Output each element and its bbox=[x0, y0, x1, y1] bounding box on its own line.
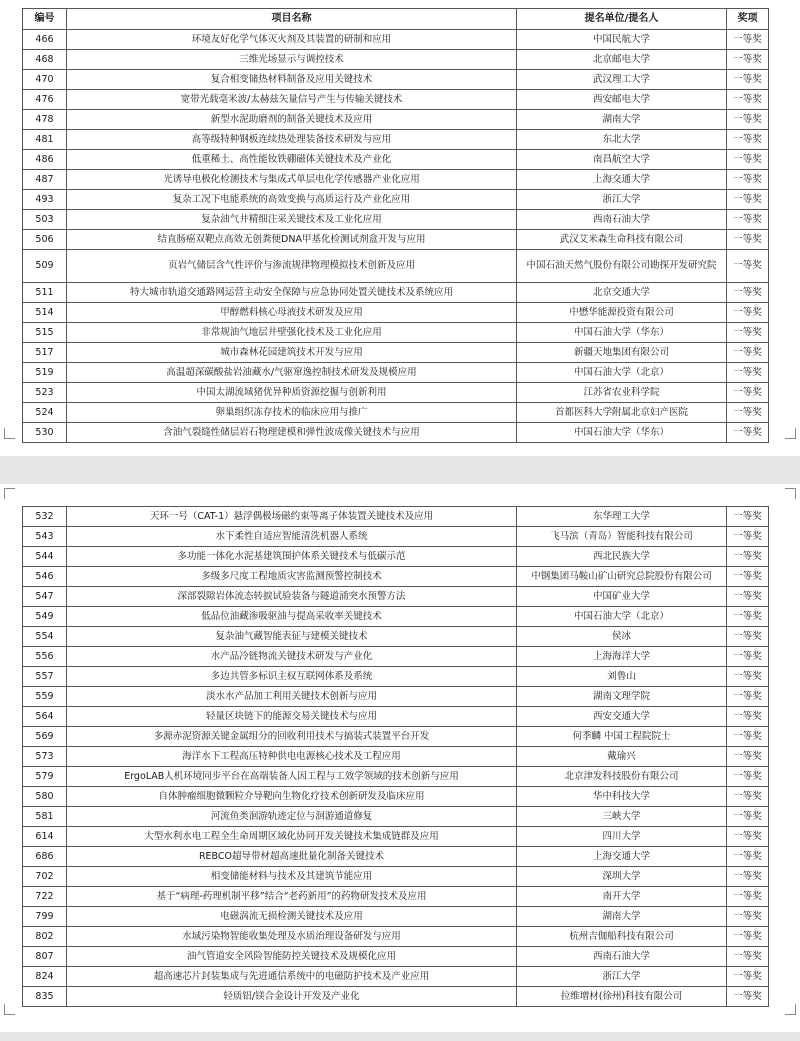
cell-nominator: 中国石油大学（华东） bbox=[517, 423, 727, 443]
header-nominator: 提名单位/提名人 bbox=[517, 9, 727, 30]
cell-project-name: 大型水利水电工程全生命周期区域化协同开发关键技术集成链群及应用 bbox=[67, 827, 517, 847]
table-row bbox=[23, 727, 769, 747]
cell-project-name: 多功能一体化水泥基建筑围护体系关键技术与低碳示范 bbox=[67, 547, 517, 567]
cell-award: 一等奖 bbox=[727, 423, 769, 443]
cell-award: 一等奖 bbox=[727, 967, 769, 987]
cell-award: 一等奖 bbox=[727, 807, 769, 827]
cell-no: 802 bbox=[23, 927, 67, 947]
header-project-name: 项目名称 bbox=[67, 9, 517, 30]
table-row bbox=[23, 787, 769, 807]
cell-award: 一等奖 bbox=[727, 927, 769, 947]
table-row bbox=[23, 343, 769, 363]
cell-project-name: 海洋水下工程高压特种供电电源核心技术及工程应用 bbox=[67, 747, 517, 767]
cell-award: 一等奖 bbox=[727, 707, 769, 727]
cell-no: 569 bbox=[23, 727, 67, 747]
cell-project-name: 基于“病理-药理机制平移”结合“老药新用”的药物研发技术及应用 bbox=[67, 887, 517, 907]
cell-project-name: 水域污染物智能收集处理及水质治理设备研发与应用 bbox=[67, 927, 517, 947]
table-row bbox=[23, 627, 769, 647]
table-row bbox=[23, 190, 769, 210]
award-table-page-1 bbox=[22, 8, 769, 443]
cell-award: 一等奖 bbox=[727, 363, 769, 383]
cell-no: 506 bbox=[23, 230, 67, 250]
table-row bbox=[23, 927, 769, 947]
cell-nominator: 南开大学 bbox=[517, 887, 727, 907]
cell-no: 544 bbox=[23, 547, 67, 567]
cell-nominator: 东北大学 bbox=[517, 130, 727, 150]
cell-no: 554 bbox=[23, 627, 67, 647]
cell-no: 515 bbox=[23, 323, 67, 343]
cell-no: 799 bbox=[23, 907, 67, 927]
cell-project-name: REBCO超导带材超高速批量化制备关键技术 bbox=[67, 847, 517, 867]
cell-project-name: 结直肠癌双靶点高效无创粪便DNA甲基化检测试剂盒开发与应用 bbox=[67, 230, 517, 250]
page-corner-mark bbox=[4, 1004, 15, 1015]
cell-project-name: 中国太湖流域猪优异种质资源挖掘与创新利用 bbox=[67, 383, 517, 403]
cell-no: 559 bbox=[23, 687, 67, 707]
cell-no: 614 bbox=[23, 827, 67, 847]
cell-nominator: 中国石油大学（华东） bbox=[517, 323, 727, 343]
cell-award: 一等奖 bbox=[727, 647, 769, 667]
table-row bbox=[23, 90, 769, 110]
cell-nominator: 湖南大学 bbox=[517, 110, 727, 130]
cell-award: 一等奖 bbox=[727, 587, 769, 607]
cell-award: 一等奖 bbox=[727, 827, 769, 847]
cell-no: 835 bbox=[23, 987, 67, 1007]
cell-nominator: 飞马滨（青岛）智能科技有限公司 bbox=[517, 527, 727, 547]
table-row bbox=[23, 403, 769, 423]
cell-nominator: 华中科技大学 bbox=[517, 787, 727, 807]
table-row bbox=[23, 423, 769, 443]
table-row bbox=[23, 527, 769, 547]
cell-nominator: 武汉理工大学 bbox=[517, 70, 727, 90]
cell-award: 一等奖 bbox=[727, 987, 769, 1007]
cell-no: 503 bbox=[23, 210, 67, 230]
cell-no: 556 bbox=[23, 647, 67, 667]
cell-no: 581 bbox=[23, 807, 67, 827]
cell-no: 466 bbox=[23, 30, 67, 50]
table-row bbox=[23, 867, 769, 887]
cell-no: 532 bbox=[23, 507, 67, 527]
cell-award: 一等奖 bbox=[727, 90, 769, 110]
cell-award: 一等奖 bbox=[727, 627, 769, 647]
cell-no: 543 bbox=[23, 527, 67, 547]
cell-nominator: 深圳大学 bbox=[517, 867, 727, 887]
cell-project-name: 城市森林花园建筑技术开发与应用 bbox=[67, 343, 517, 363]
cell-project-name: 低重稀土、高性能钕铁硼磁体关键技术及产业化 bbox=[67, 150, 517, 170]
table-row bbox=[23, 807, 769, 827]
cell-no: 476 bbox=[23, 90, 67, 110]
cell-nominator: 西南石油大学 bbox=[517, 947, 727, 967]
table-row bbox=[23, 323, 769, 343]
cell-award: 一等奖 bbox=[727, 210, 769, 230]
cell-project-name: 轻量区块链下的能源交易关键技术与应用 bbox=[67, 707, 517, 727]
cell-nominator: 中国石油大学（北京） bbox=[517, 607, 727, 627]
table-row bbox=[23, 887, 769, 907]
table-row bbox=[23, 967, 769, 987]
table-row bbox=[23, 303, 769, 323]
cell-no: 517 bbox=[23, 343, 67, 363]
cell-nominator: 中国民航大学 bbox=[517, 30, 727, 50]
cell-no: 549 bbox=[23, 607, 67, 627]
table-row bbox=[23, 847, 769, 867]
cell-nominator: 中国矿业大学 bbox=[517, 587, 727, 607]
cell-no: 702 bbox=[23, 867, 67, 887]
header-award: 奖项 bbox=[727, 9, 769, 30]
cell-project-name: 含油气裂缝性储层岩石物理建模和弹性波成像关键技术与应用 bbox=[67, 423, 517, 443]
cell-nominator: 拉维增材(徐州)科技有限公司 bbox=[517, 987, 727, 1007]
table-row bbox=[23, 110, 769, 130]
table-row bbox=[23, 687, 769, 707]
cell-project-name: 宽带光载毫米波/太赫兹矢量信号产生与传输关键技术 bbox=[67, 90, 517, 110]
cell-no: 564 bbox=[23, 707, 67, 727]
cell-no: 509 bbox=[23, 250, 67, 283]
table-row bbox=[23, 130, 769, 150]
cell-project-name: 水产品冷链物流关键技术研发与产业化 bbox=[67, 647, 517, 667]
cell-award: 一等奖 bbox=[727, 607, 769, 627]
cell-nominator: 西南石油大学 bbox=[517, 210, 727, 230]
cell-nominator: 中国石油大学（北京） bbox=[517, 363, 727, 383]
cell-project-name: 非常规油气地层井壁强化技术及工业化应用 bbox=[67, 323, 517, 343]
cell-project-name: 多边共管多标识主权互联网体系及系统 bbox=[67, 667, 517, 687]
table-row bbox=[23, 827, 769, 847]
table-row bbox=[23, 907, 769, 927]
cell-no: 573 bbox=[23, 747, 67, 767]
cell-award: 一等奖 bbox=[727, 283, 769, 303]
cell-nominator: 三峡大学 bbox=[517, 807, 727, 827]
cell-nominator: 江苏省农业科学院 bbox=[517, 383, 727, 403]
cell-nominator: 四川大学 bbox=[517, 827, 727, 847]
cell-award: 一等奖 bbox=[727, 727, 769, 747]
award-table-page-2 bbox=[22, 506, 769, 1007]
table-row bbox=[23, 767, 769, 787]
table-header-row bbox=[23, 9, 769, 30]
table-row bbox=[23, 707, 769, 727]
cell-nominator: 浙江大学 bbox=[517, 967, 727, 987]
cell-project-name: 页岩气储层含气性评价与渗流规律物理模拟技术创新及应用 bbox=[67, 250, 517, 283]
cell-project-name: 高温超深碳酸盐岩油藏水/气驱窜逸控制技术研发及规模应用 bbox=[67, 363, 517, 383]
page-separator bbox=[0, 1032, 800, 1041]
cell-nominator: 上海交通大学 bbox=[517, 847, 727, 867]
table-row bbox=[23, 987, 769, 1007]
cell-nominator: 中懋华能源投资有限公司 bbox=[517, 303, 727, 323]
cell-project-name: 复杂油气藏智能表征与建模关键技术 bbox=[67, 627, 517, 647]
table-row bbox=[23, 567, 769, 587]
table-row bbox=[23, 250, 769, 283]
cell-award: 一等奖 bbox=[727, 687, 769, 707]
cell-award: 一等奖 bbox=[727, 887, 769, 907]
cell-award: 一等奖 bbox=[727, 403, 769, 423]
cell-project-name: 光诱导电极化检测技术与集成式单层电化学传感器产业化应用 bbox=[67, 170, 517, 190]
cell-nominator: 湖南大学 bbox=[517, 907, 727, 927]
table-row bbox=[23, 50, 769, 70]
header-no: 编号 bbox=[23, 9, 67, 30]
cell-award: 一等奖 bbox=[727, 947, 769, 967]
cell-award: 一等奖 bbox=[727, 323, 769, 343]
cell-no: 686 bbox=[23, 847, 67, 867]
cell-award: 一等奖 bbox=[727, 507, 769, 527]
cell-nominator: 西北民族大学 bbox=[517, 547, 727, 567]
cell-project-name: ErgoLAB人机环境同步平台在高端装备人因工程与工效学领域的技术创新与应用 bbox=[67, 767, 517, 787]
cell-project-name: 多源赤泥资源关键金属组分的回收利用技术与搞装式装置平台开发 bbox=[67, 727, 517, 747]
table-row bbox=[23, 363, 769, 383]
cell-project-name: 多级多尺度工程地质灾害监测预警控制技术 bbox=[67, 567, 517, 587]
table-row bbox=[23, 150, 769, 170]
cell-project-name: 三维光场显示与调控技术 bbox=[67, 50, 517, 70]
cell-project-name: 深部裂隙岩体流态转捩试验装备与隧道涌突水预警方法 bbox=[67, 587, 517, 607]
cell-nominator: 中国石油天然气股份有限公司勘探开发研究院 bbox=[517, 250, 727, 283]
cell-nominator: 湖南文理学院 bbox=[517, 687, 727, 707]
page-corner-mark bbox=[4, 488, 15, 499]
cell-no: 468 bbox=[23, 50, 67, 70]
document-page-2 bbox=[0, 484, 800, 1032]
page-corner-mark bbox=[4, 428, 15, 439]
cell-award: 一等奖 bbox=[727, 70, 769, 90]
cell-no: 807 bbox=[23, 947, 67, 967]
cell-award: 一等奖 bbox=[727, 667, 769, 687]
cell-award: 一等奖 bbox=[727, 150, 769, 170]
cell-nominator: 戴瑜兴 bbox=[517, 747, 727, 767]
cell-nominator: 侯冰 bbox=[517, 627, 727, 647]
table-row bbox=[23, 507, 769, 527]
document-page-1 bbox=[0, 0, 800, 456]
cell-nominator: 杭州吉伽船科技有限公司 bbox=[517, 927, 727, 947]
cell-no: 546 bbox=[23, 567, 67, 587]
cell-no: 481 bbox=[23, 130, 67, 150]
cell-project-name: 特大城市轨道交通路网运营主动安全保障与应急协同处置关键技术及系统应用 bbox=[67, 283, 517, 303]
cell-project-name: 河流鱼类洄游轨迹定位与洄游通道修复 bbox=[67, 807, 517, 827]
table-row bbox=[23, 547, 769, 567]
cell-nominator: 上海海洋大学 bbox=[517, 647, 727, 667]
cell-project-name: 水下柔性自适应智能清洗机器人系统 bbox=[67, 527, 517, 547]
cell-project-name: 轻质铝/镁合金设计开发及产业化 bbox=[67, 987, 517, 1007]
cell-nominator: 浙江大学 bbox=[517, 190, 727, 210]
cell-nominator: 西安邮电大学 bbox=[517, 90, 727, 110]
table-row bbox=[23, 947, 769, 967]
cell-award: 一等奖 bbox=[727, 747, 769, 767]
cell-nominator: 西安交通大学 bbox=[517, 707, 727, 727]
cell-award: 一等奖 bbox=[727, 110, 769, 130]
cell-award: 一等奖 bbox=[727, 250, 769, 283]
cell-no: 519 bbox=[23, 363, 67, 383]
cell-nominator: 东华理工大学 bbox=[517, 507, 727, 527]
cell-award: 一等奖 bbox=[727, 343, 769, 363]
cell-no: 722 bbox=[23, 887, 67, 907]
cell-project-name: 油气管道安全风险智能防控关键技术及规模化应用 bbox=[67, 947, 517, 967]
cell-project-name: 新型水泥助磨剂的制备关键技术及应用 bbox=[67, 110, 517, 130]
cell-project-name: 环境友好化学气体灭火剂及其装置的研制和应用 bbox=[67, 30, 517, 50]
cell-no: 514 bbox=[23, 303, 67, 323]
cell-project-name: 甲醇燃料核心母液技术研发及应用 bbox=[67, 303, 517, 323]
table-row bbox=[23, 70, 769, 90]
cell-nominator: 刘鲁山 bbox=[517, 667, 727, 687]
cell-nominator: 何季麟 中国工程院院士 bbox=[517, 727, 727, 747]
cell-project-name: 复合相变储热材料制备及应用关键技术 bbox=[67, 70, 517, 90]
cell-no: 547 bbox=[23, 587, 67, 607]
table-row bbox=[23, 747, 769, 767]
cell-award: 一等奖 bbox=[727, 30, 769, 50]
cell-no: 470 bbox=[23, 70, 67, 90]
cell-project-name: 复杂工况下电能系统的高效变换与高质运行及产业化应用 bbox=[67, 190, 517, 210]
cell-award: 一等奖 bbox=[727, 170, 769, 190]
cell-project-name: 超高速芯片封装集成与先进通信系统中的电磁防护技术及产业应用 bbox=[67, 967, 517, 987]
cell-no: 486 bbox=[23, 150, 67, 170]
table-row bbox=[23, 30, 769, 50]
cell-project-name: 相变储能材料与技术及其建筑节能应用 bbox=[67, 867, 517, 887]
cell-award: 一等奖 bbox=[727, 547, 769, 567]
cell-award: 一等奖 bbox=[727, 383, 769, 403]
cell-award: 一等奖 bbox=[727, 907, 769, 927]
cell-award: 一等奖 bbox=[727, 847, 769, 867]
cell-nominator: 上海交通大学 bbox=[517, 170, 727, 190]
cell-no: 530 bbox=[23, 423, 67, 443]
cell-project-name: 淡水水产品加工利用关键技术创新与应用 bbox=[67, 687, 517, 707]
cell-project-name: 天环一号（CAT-1）悬浮偶极场磁约束等离子体装置关键技术及应用 bbox=[67, 507, 517, 527]
cell-nominator: 新疆天地集团有限公司 bbox=[517, 343, 727, 363]
cell-award: 一等奖 bbox=[727, 787, 769, 807]
cell-award: 一等奖 bbox=[727, 527, 769, 547]
cell-award: 一等奖 bbox=[727, 190, 769, 210]
cell-award: 一等奖 bbox=[727, 567, 769, 587]
cell-project-name: 高等级特种钢板连续热处理装备技术研发与应用 bbox=[67, 130, 517, 150]
page-corner-mark bbox=[785, 488, 796, 499]
table-row bbox=[23, 647, 769, 667]
cell-project-name: 电磁涡流无损检测关键技术及应用 bbox=[67, 907, 517, 927]
cell-award: 一等奖 bbox=[727, 230, 769, 250]
cell-no: 524 bbox=[23, 403, 67, 423]
cell-no: 557 bbox=[23, 667, 67, 687]
cell-award: 一等奖 bbox=[727, 50, 769, 70]
cell-nominator: 南昌航空大学 bbox=[517, 150, 727, 170]
cell-nominator: 北京邮电大学 bbox=[517, 50, 727, 70]
cell-no: 523 bbox=[23, 383, 67, 403]
table-row bbox=[23, 170, 769, 190]
table-row bbox=[23, 383, 769, 403]
table-row bbox=[23, 667, 769, 687]
cell-project-name: 复杂油气井精细注采关键技术及工业化应用 bbox=[67, 210, 517, 230]
cell-award: 一等奖 bbox=[727, 767, 769, 787]
cell-nominator: 中钢集团马鞍山矿山研究总院股份有限公司 bbox=[517, 567, 727, 587]
page-corner-mark bbox=[785, 1004, 796, 1015]
cell-award: 一等奖 bbox=[727, 303, 769, 323]
cell-no: 580 bbox=[23, 787, 67, 807]
cell-project-name: 自体肿瘤细胞微颗粒介导靶向生物化疗技术创新研发及临床应用 bbox=[67, 787, 517, 807]
table-row bbox=[23, 607, 769, 627]
cell-no: 487 bbox=[23, 170, 67, 190]
page-corner-mark bbox=[785, 428, 796, 439]
cell-no: 511 bbox=[23, 283, 67, 303]
page-separator bbox=[0, 456, 800, 484]
cell-nominator: 武汉艾米森生命科技有限公司 bbox=[517, 230, 727, 250]
cell-no: 579 bbox=[23, 767, 67, 787]
cell-nominator: 北京津发科技股份有限公司 bbox=[517, 767, 727, 787]
cell-project-name: 卵巢组织冻存技术的临床应用与推广 bbox=[67, 403, 517, 423]
table-row bbox=[23, 587, 769, 607]
cell-nominator: 北京交通大学 bbox=[517, 283, 727, 303]
cell-award: 一等奖 bbox=[727, 867, 769, 887]
table-row bbox=[23, 283, 769, 303]
cell-project-name: 低品位油藏渗吸驱油与提高采收率关键技术 bbox=[67, 607, 517, 627]
cell-no: 824 bbox=[23, 967, 67, 987]
cell-nominator: 首都医科大学附属北京妇产医院 bbox=[517, 403, 727, 423]
table-row bbox=[23, 210, 769, 230]
table-row bbox=[23, 230, 769, 250]
cell-no: 493 bbox=[23, 190, 67, 210]
cell-award: 一等奖 bbox=[727, 130, 769, 150]
cell-no: 478 bbox=[23, 110, 67, 130]
